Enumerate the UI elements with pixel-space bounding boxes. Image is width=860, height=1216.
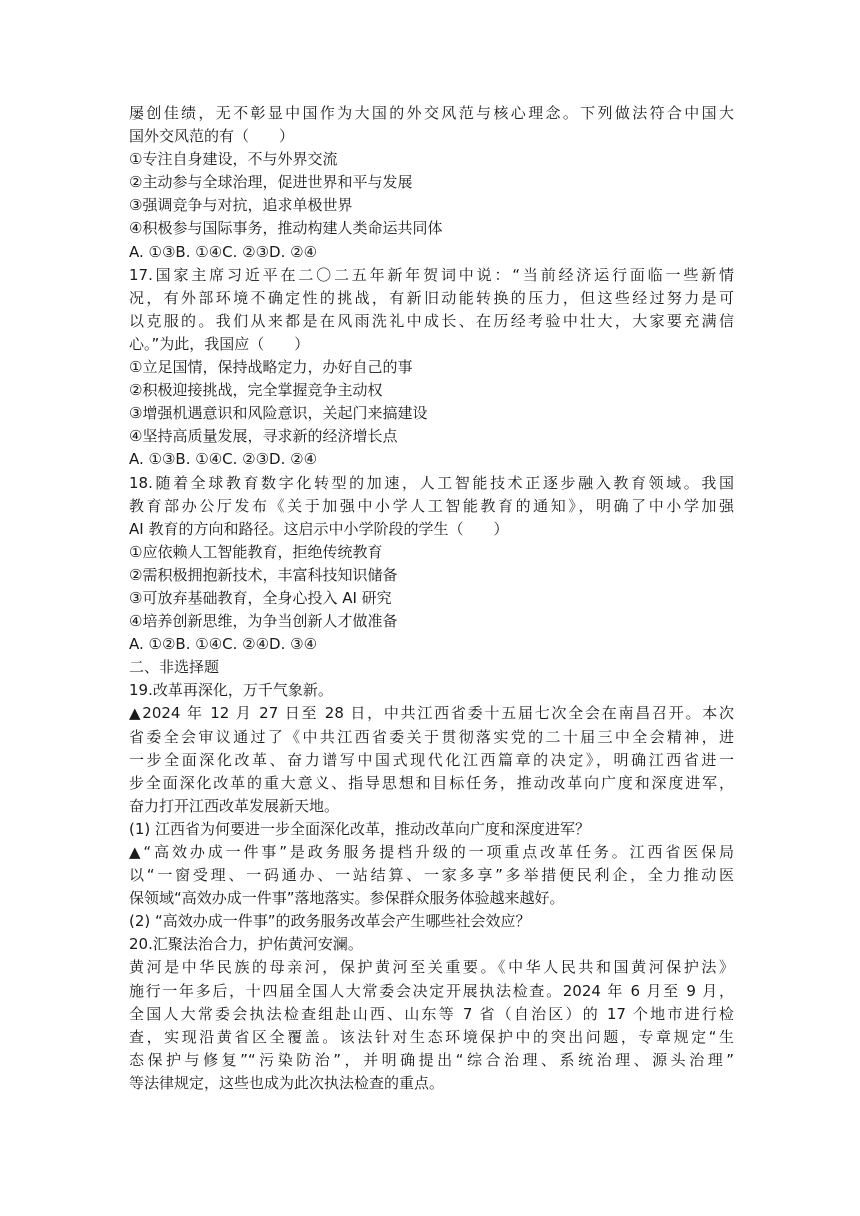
text-line: 以克服的。我们从来都是在风雨洗礼中成长、在历经考验中壮大，大家要充满信 [129,311,734,330]
text-line: 18.随着全球教育数字化转型的加速，人工智能技术正逐步融入教育领域。我国 [129,473,734,492]
text-line: 奋力打开江西改革发展新天地。 [129,796,340,815]
text-line: 以“一窗受理、一码通办、一站结算、一家多享”多举措便民利企，全力推动医 [129,866,734,885]
text-line: 一步全面深化改革、奋力谱写中国式现代化江西篇章的决定》，明确江西省进一 [129,750,734,769]
text-line: A. ①③B. ①④C. ②③D. ②④ [129,242,318,261]
text-line: 屡创佳绩，无不彰显中国作为大国的外交风范与核心理念。下列做法符合中国大 [129,104,734,122]
text-line: 态保护与修复”“污染防治”，并明确提出“综合治理、系统治理、源头治理” [129,1050,734,1069]
text-line: A. ①③B. ①④C. ②③D. ②④ [129,450,318,469]
text-line: ③强调竞争与对抗，追求单极世界 [129,196,353,215]
text-line: 省委全会审议通过了《中共江西省委关于贯彻落实党的二十届三中全会精神，进 [129,727,734,746]
text-line: 况，有外部环境不确定性的挑战，有新旧动能转换的压力，但这些经过努力是可 [129,288,734,307]
text-line: 20.汇聚法治合力，护佑黄河安澜。 [129,935,363,954]
text-line: 等法律规定，这些也成为此次执法检查的重点。 [129,1073,445,1092]
text-line: ②需积极拥抱新技术，丰富科技知识储备 [129,565,398,584]
text-line: ③可放弃基础教育，全身心投入 AI 研究 [129,588,392,607]
text-line: 17.国家主席习近平在二〇二五年新年贺词中说：“当前经济运行面临一些新情 [129,265,734,284]
text-line: 黄河是中华民族的母亲河，保护黄河至关重要。《中华人民共和国黄河保护法》 [129,958,734,977]
text-line: ④培养创新思维，为争当创新人才做准备 [129,612,398,631]
text-line: 心。”为此，我国应（ ） [129,334,310,353]
text-line: A. ①②B. ①④C. ②④D. ③④ [129,635,318,654]
text-line: 教育部办公厅发布《关于加强中小学人工智能教育的通知》，明确了中小学加强 [129,496,734,515]
text-line: 查，实现沿黄省区全覆盖。该法针对生态环境保护中的突出问题，专章规定“生 [129,1027,734,1046]
text-line: ①立足国情，保持战略定力，办好自己的事 [129,358,413,377]
text-line: 国外交风范的有（ ） [129,127,295,146]
text-line: (2) “高效办成一件事”的政务服务改革会产生哪些社会效应？ [129,912,531,931]
text-line: AI 教育的方向和路径。这启示中小学阶段的学生（ ） [129,519,509,538]
text-line: ②主动参与全球治理，促进世界和平与发展 [129,173,413,192]
text-line: ①专注自身建设，不与外界交流 [129,150,338,169]
text-line: ▲2024 年 12 月 27 日至 28 日，中共江西省委十五届七次全会在南昌召开。本次 [129,704,734,723]
text-line: 保领域“高效办成一件事”落地落实。参保群众服务体验越来越好。 [129,889,565,908]
text-line: ③增强机遇意识和风险意识，关起门来搞建设 [129,404,428,423]
text-line: 二、非选择题 [129,658,220,677]
text-line: 19.改革再深化，万千气象新。 [129,681,333,700]
text-line: 全国人大常委会执法检查组赴山西、山东等 7 省（自治区）的 17 个地市进行检 [129,1004,734,1023]
text-line: 步全面深化改革的重大意义、指导思想和目标任务，推动改革向广度和深度进军， [129,773,734,792]
text-line: ②积极迎接挑战，完全掌握竞争主动权 [129,381,383,400]
text-line: ▲“高效办成一件事”是政务服务提档升级的一项重点改革任务。江西省医保局 [129,843,734,861]
text-line: ④坚持高质量发展，寻求新的经济增长点 [129,427,398,446]
text-line: (1) 江西省为何要进一步全面深化改革，推动改革向广度和深度进军？ [129,819,591,838]
text-line: 施行一年多后，十四届全国人大常委会决定开展执法检查。2024 年 6 月至 9 月， [129,981,734,1000]
text-line: ④积极参与国际事务，推动构建人类命运共同体 [129,219,443,238]
text-line: ①应依赖人工智能教育，拒绝传统教育 [129,542,383,561]
